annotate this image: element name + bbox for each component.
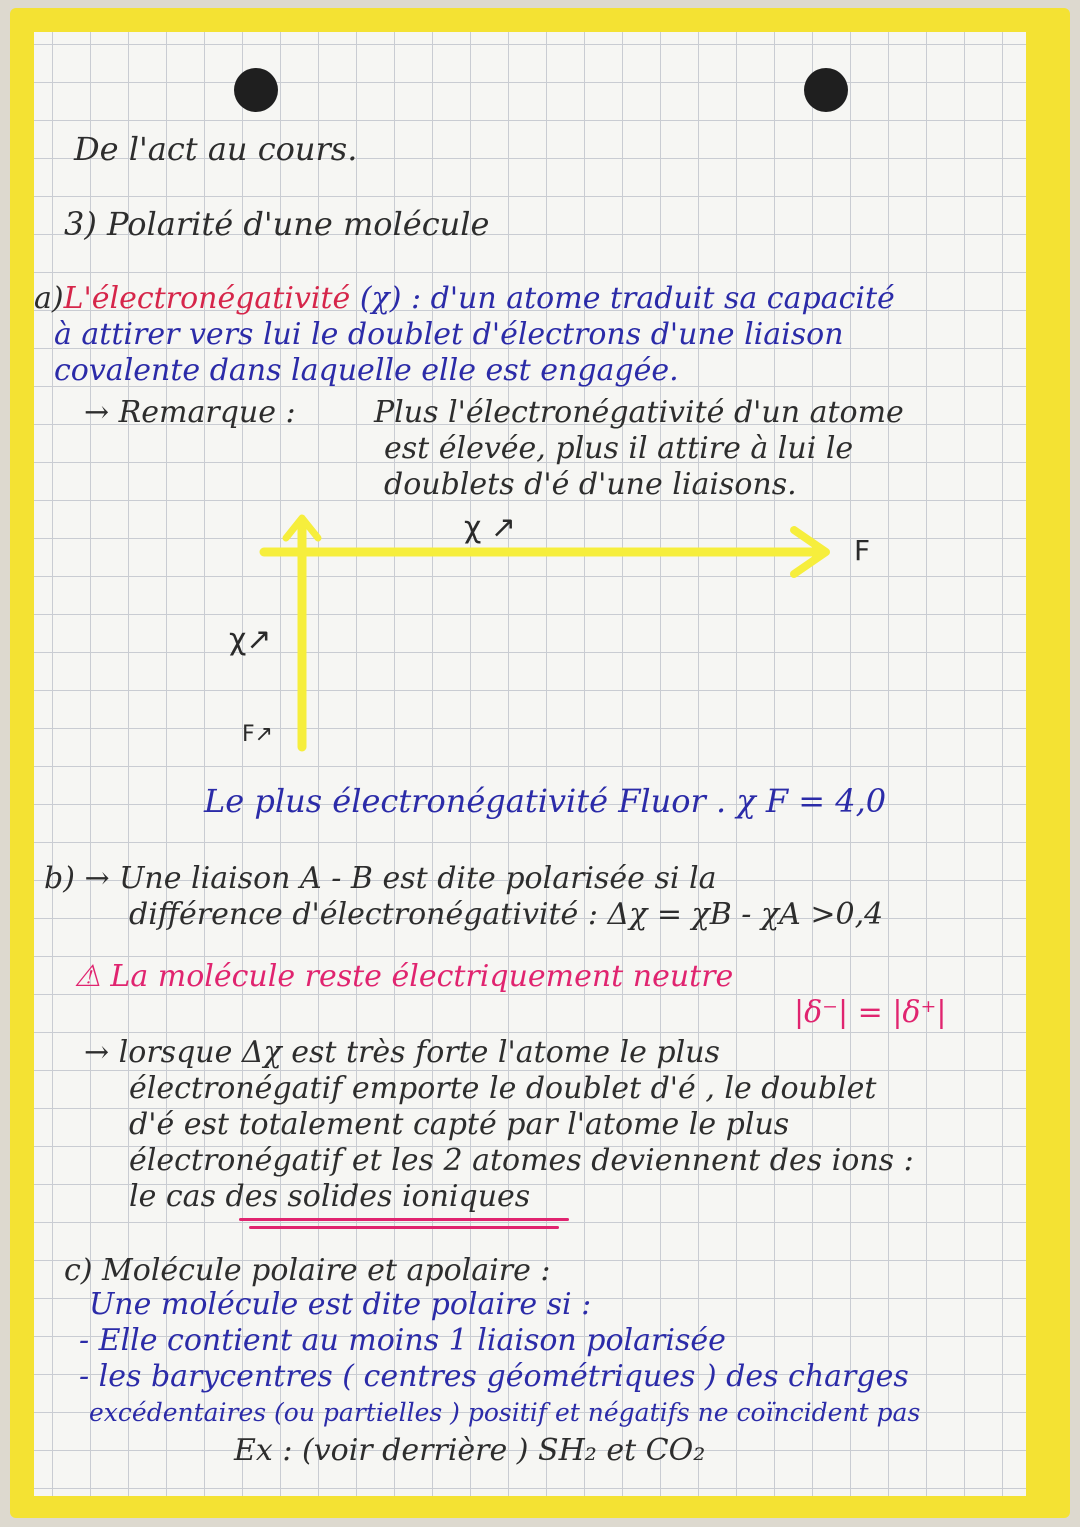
punch-hole-left — [234, 68, 278, 112]
definition-line-3: covalente dans laquelle elle est engagée. — [54, 353, 679, 388]
remark-label: → Remarque : — [84, 395, 296, 430]
remark-line-3: doublets d'é d'une liaisons. — [384, 467, 797, 502]
electronegativity-term: L'électronégativité — [63, 281, 351, 316]
horizontal-axis-label: χ ↗ — [464, 510, 517, 545]
part-c-line-3: - les barycentres ( centres géométriques ) des charges — [79, 1359, 909, 1394]
part-c-line-1: Une molécule est dite polaire si : — [89, 1287, 592, 1322]
ionic-solids-emphasis: des solides ioniques — [225, 1179, 531, 1214]
ionic-solids-underline-2 — [249, 1226, 559, 1229]
section-3-title: 3) Polarité d'une molécule — [64, 205, 490, 243]
ionic-line-3: d'é est totalement capté par l'atome le plus — [129, 1107, 790, 1142]
fluorine-right-label: F — [854, 534, 871, 567]
definition-line-1: (χ) : d'un atome traduit sa capacité — [359, 281, 895, 316]
fluorine-conclusion: Le plus électronégativité Fluor . χ F = 4,0 — [204, 782, 887, 820]
ionic-line-2: électronégatif emporte le doublet d'é , le doublet — [129, 1071, 877, 1106]
fluorine-bottom-label: F↗ — [242, 722, 274, 747]
charge-equality: |δ⁻| = |δ⁺| — [794, 995, 947, 1030]
punch-hole-right — [804, 68, 848, 112]
definition-line-2: à attirer vers lui le doublet d'électrons d'une liaison — [54, 317, 844, 352]
part-a-label: a) — [34, 281, 64, 316]
remark-line-1: Plus l'électronégativité d'un atome — [374, 395, 904, 430]
part-a-heading — [34, 282, 895, 316]
page-title: De l'act au cours. — [74, 130, 358, 168]
ionic-line-1: → lorsque Δχ est très forte l'atome le plus — [84, 1035, 720, 1070]
ionic-solids-underline-1 — [239, 1218, 569, 1221]
part-b-line-1: b) → Une liaison A - B est dite polarisée si la — [44, 861, 717, 896]
part-c-example: Ex : (voir derrière ) SH₂ et CO₂ — [234, 1433, 706, 1468]
vertical-axis-label: χ↗ — [229, 622, 272, 657]
part-c-title: c) Molécule polaire et apolaire : — [64, 1253, 551, 1288]
part-c-line-2: - Elle contient au moins 1 liaison polarisée — [79, 1323, 726, 1358]
neutrality-warning: ⚠ La molécule reste électriquement neutre — [74, 959, 734, 994]
electronegativity-diagram — [234, 512, 854, 752]
ionic-line-5 — [129, 1180, 530, 1214]
ionic-line-5-prefix: le cas — [129, 1179, 216, 1214]
ionic-line-4: électronégatif et les 2 atomes deviennent des ions : — [129, 1143, 914, 1178]
part-b-line-2: différence d'électronégativité : Δχ = χB - χA >0,4 — [129, 897, 884, 932]
remark-line-2: est élevée, plus il attire à lui le — [384, 431, 854, 466]
part-c-line-4: excédentaires (ou partielles ) positif et négatifs ne coïncident pas — [89, 1398, 921, 1427]
grid-paper — [34, 32, 1026, 1496]
